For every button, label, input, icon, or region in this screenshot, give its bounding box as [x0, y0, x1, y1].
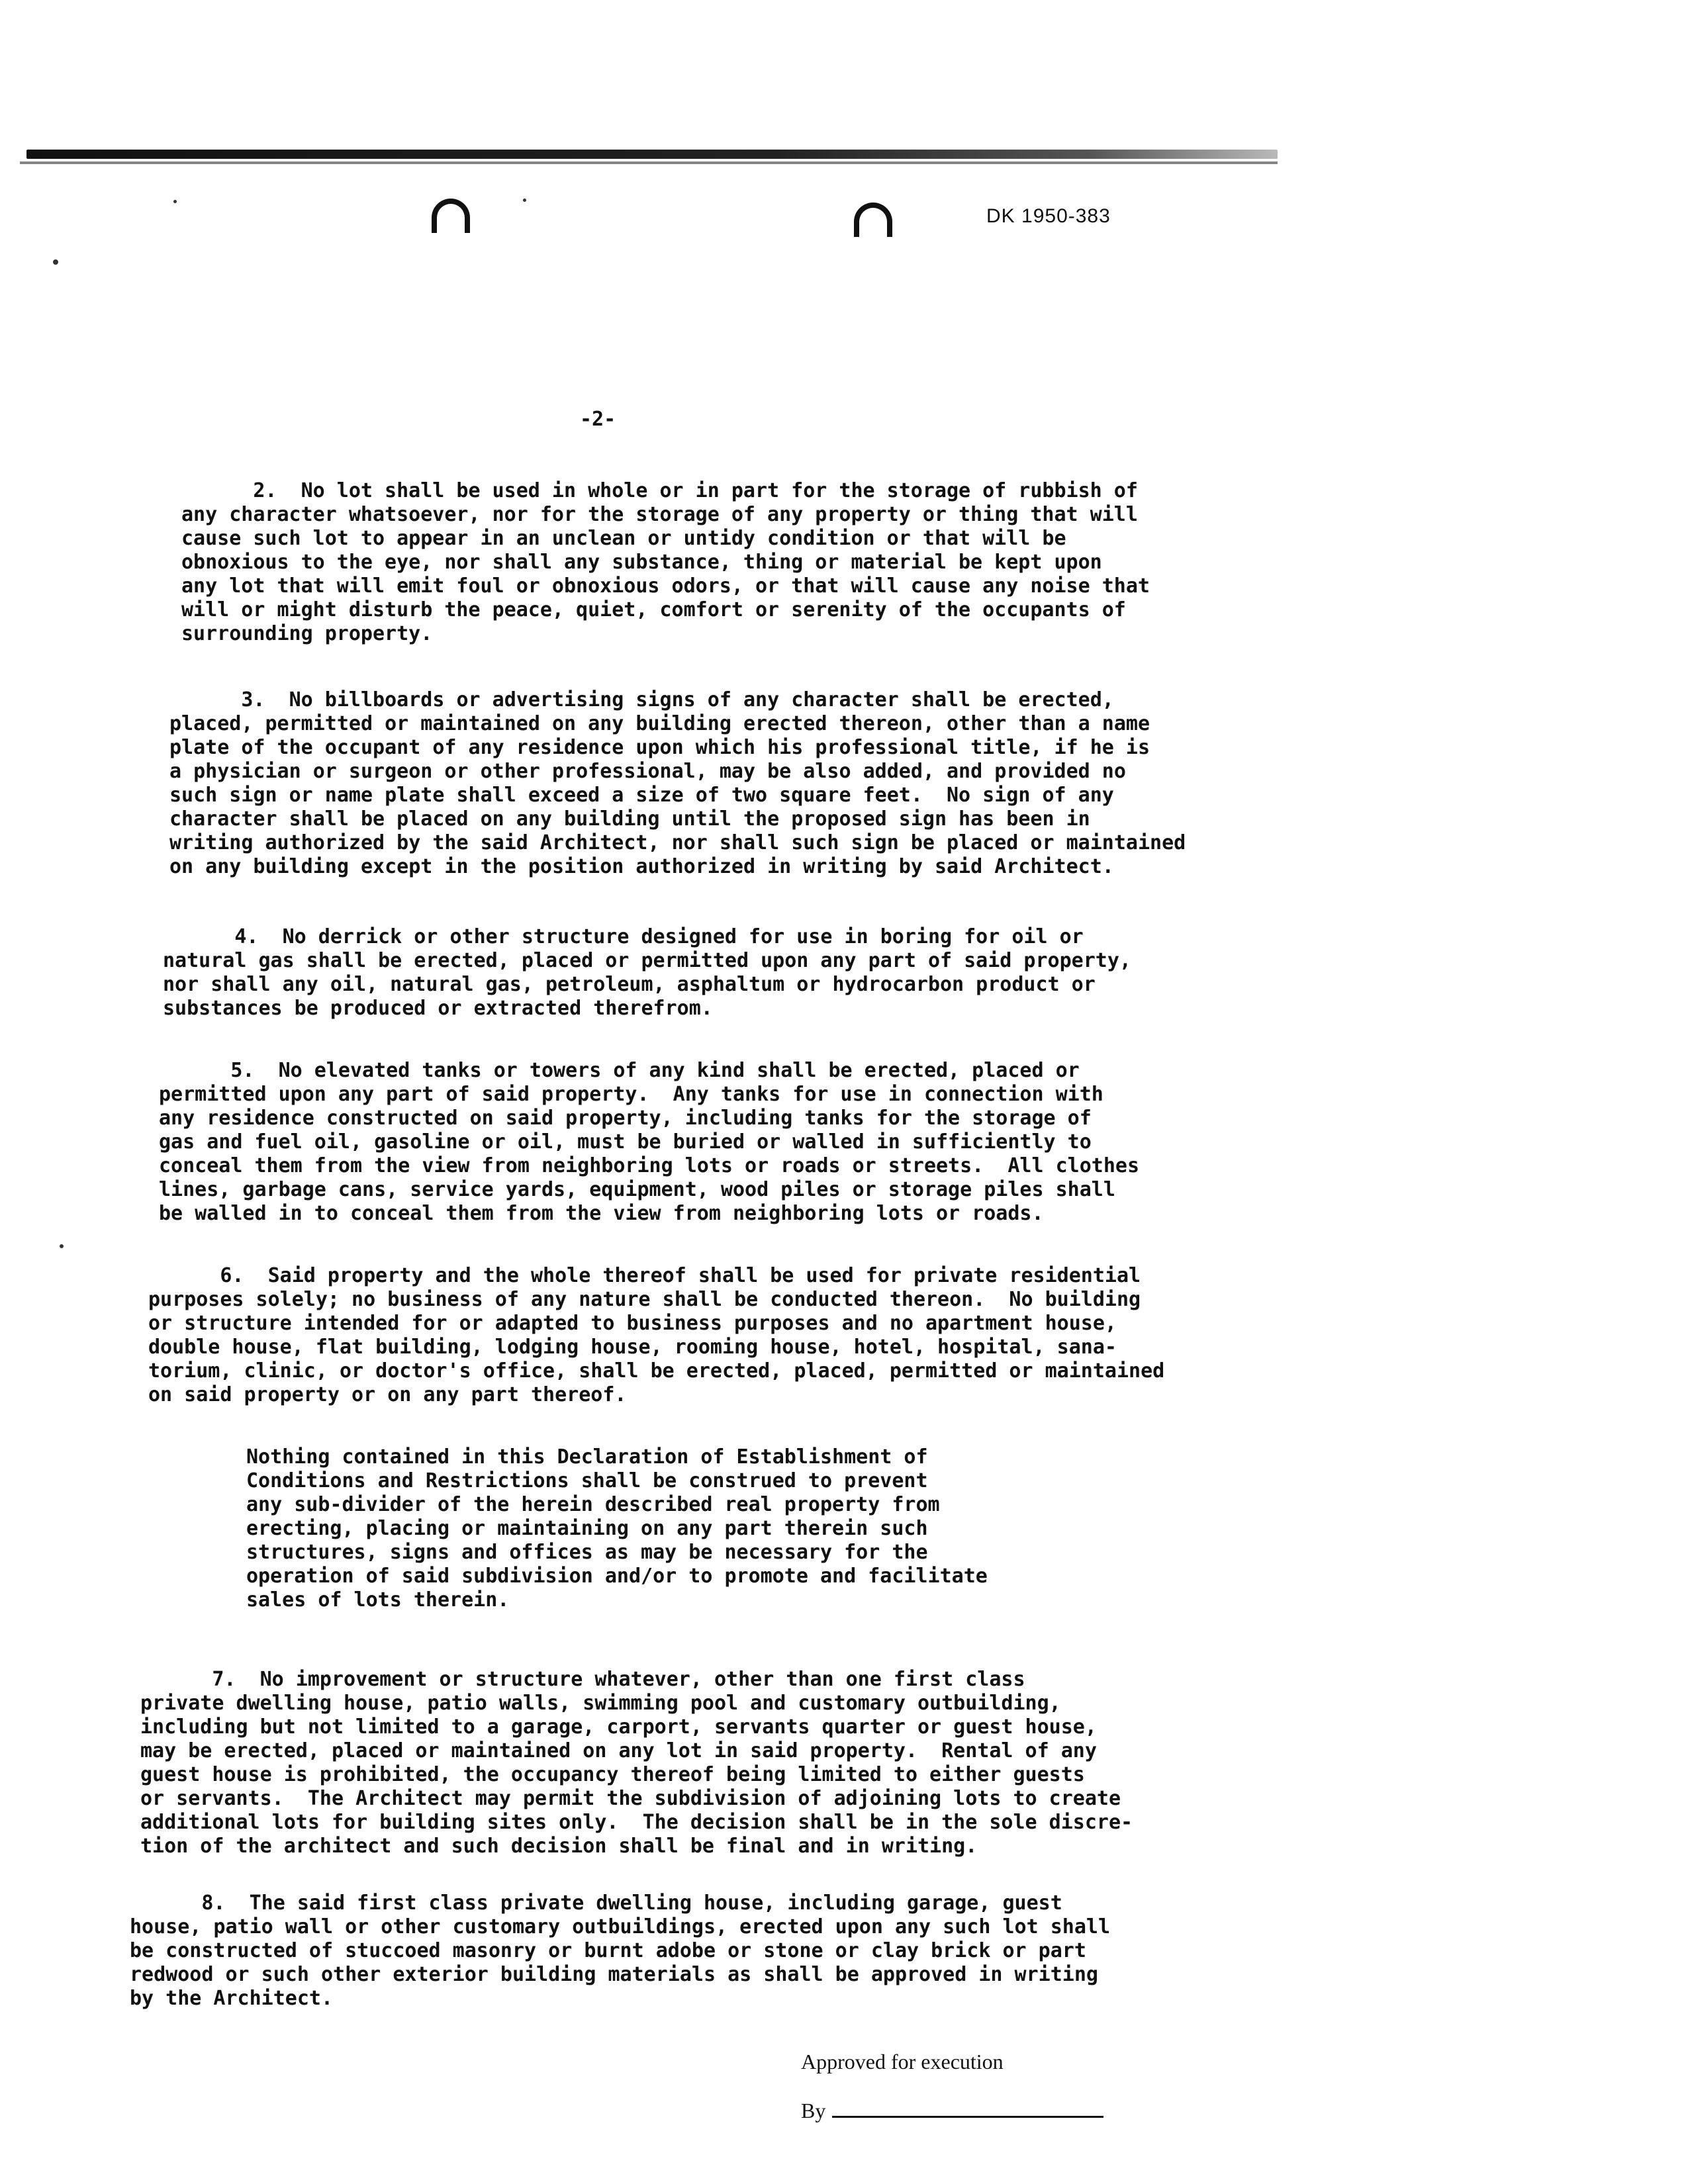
paragraph-3: 3. No billboards or advertising signs of any character shall be erected, placed, permitted or maintained on any building erected thereon, other than a name plate of the occupant of any residence upon which his professional title, if he is a physician or surgeon or other professional, may be also added, and provided no such sign or name plate shall exceed a size of two square feet. No sign of any character shall be placed on any building until the proposed sign has been in writing authorized by the said Architect, nor shall such sign be placed or maintained on any building except in the position authorized in writing by said Architect.	[169, 688, 1186, 878]
top-scan-line	[20, 161, 1278, 164]
top-scan-bar	[26, 150, 1278, 159]
punch-hole-left	[432, 199, 470, 233]
paragraph-5: 5. No elevated tanks or towers of any kind shall be erected, placed or permitted upon any part of said property. Any tanks for use in connection with any residence constructed on said property, including tanks for the storage of gas and fuel oil, gasoline or oil, must be buried or walled in sufficiently to conceal them from the view from neighboring lots or roads or streets. All clothes lines, garbage cans, service yards, equipment, wood piles or storage piles shall be walled in to conceal them from the view from neighboring lots or roads.	[159, 1059, 1140, 1225]
scan-speck	[60, 1244, 64, 1248]
signature-underline	[832, 2116, 1103, 2118]
signature-line	[801, 2086, 1103, 2135]
scan-speck	[53, 259, 58, 265]
by-label: By	[801, 2099, 826, 2122]
approved-for-execution: Approved for execution	[801, 2050, 1004, 2073]
paragraph-7: 7. No improvement or structure whatever, other than one first class private dwelling house, patio walls, swimming pool and customary outbuilding, including but not limited to a garage, carport, servants quarter or guest house, may be erected, placed or maintained on any lot in said property. Rental of any guest house is prohibited, the occupancy thereof being limited to either guests or servants. The Architect may permit the subdivision of adjoining lots to create additional lots for building sites only. The decision shall be in the sole discre- tion of the architect and such decision shall be final and in writing.	[140, 1668, 1133, 1858]
paragraph-8: 8. The said first class private dwelling house, including garage, guest house, patio wall or other customary outbuildings, erected upon any such lot shall be constructed of stuccoed masonry or burnt adobe or stone or clay brick or part redwood or such other exterior building materials as shall be approved in writing by the Architect.	[130, 1891, 1111, 2010]
scan-speck	[173, 200, 177, 203]
punch-hole-right	[854, 203, 892, 237]
approval-block	[801, 2037, 1103, 2135]
paragraph-4: 4. No derrick or other structure designed for use in boring for oil or natural gas shall be erected, placed or permitted upon any part of said property, nor shall any oil, natural gas, petroleum, asphaltum or hydrocarbon product or substances be produced or extracted therefrom.	[163, 925, 1131, 1020]
proviso-paragraph: Nothing contained in this Declaration of Establishment of Conditions and Restrictions shall be construed to prevent any sub-divider of the herein described real property from erecting, placing or maintaining on any part therein such structures, signs and offices as may be necessary for the operation of said subdivision and/or to promote and facilitate sales of lots therein.	[246, 1445, 988, 1612]
paragraph-6: 6. Said property and the whole thereof shall be used for private residential purposes solely; no business of any nature shall be conducted thereon. No building or structure intended for or adapted to business purposes and no apartment house, double house, flat building, lodging house, rooming house, hotel, hospital, sana- torium, clinic, or doctor's office, shall be erected, placed, permitted or maintained on said property or on any part thereof.	[148, 1264, 1165, 1406]
page-number: -2-	[580, 408, 616, 431]
document-number: DK 1950-383	[986, 205, 1111, 227]
scan-speck	[523, 199, 526, 202]
paragraph-2: 2. No lot shall be used in whole or in part for the storage of rubbish of any character whatsoever, nor for the storage of any property or thing that will cause such lot to appear in an unclean or untidy condition or that will be obnoxious to the eye, nor shall any substance, thing or material be kept upon any lot that will emit foul or obnoxious odors, or that will cause any noise that will or might disturb the peace, quiet, comfort or serenity of the occupants of surrounding property.	[181, 479, 1150, 645]
